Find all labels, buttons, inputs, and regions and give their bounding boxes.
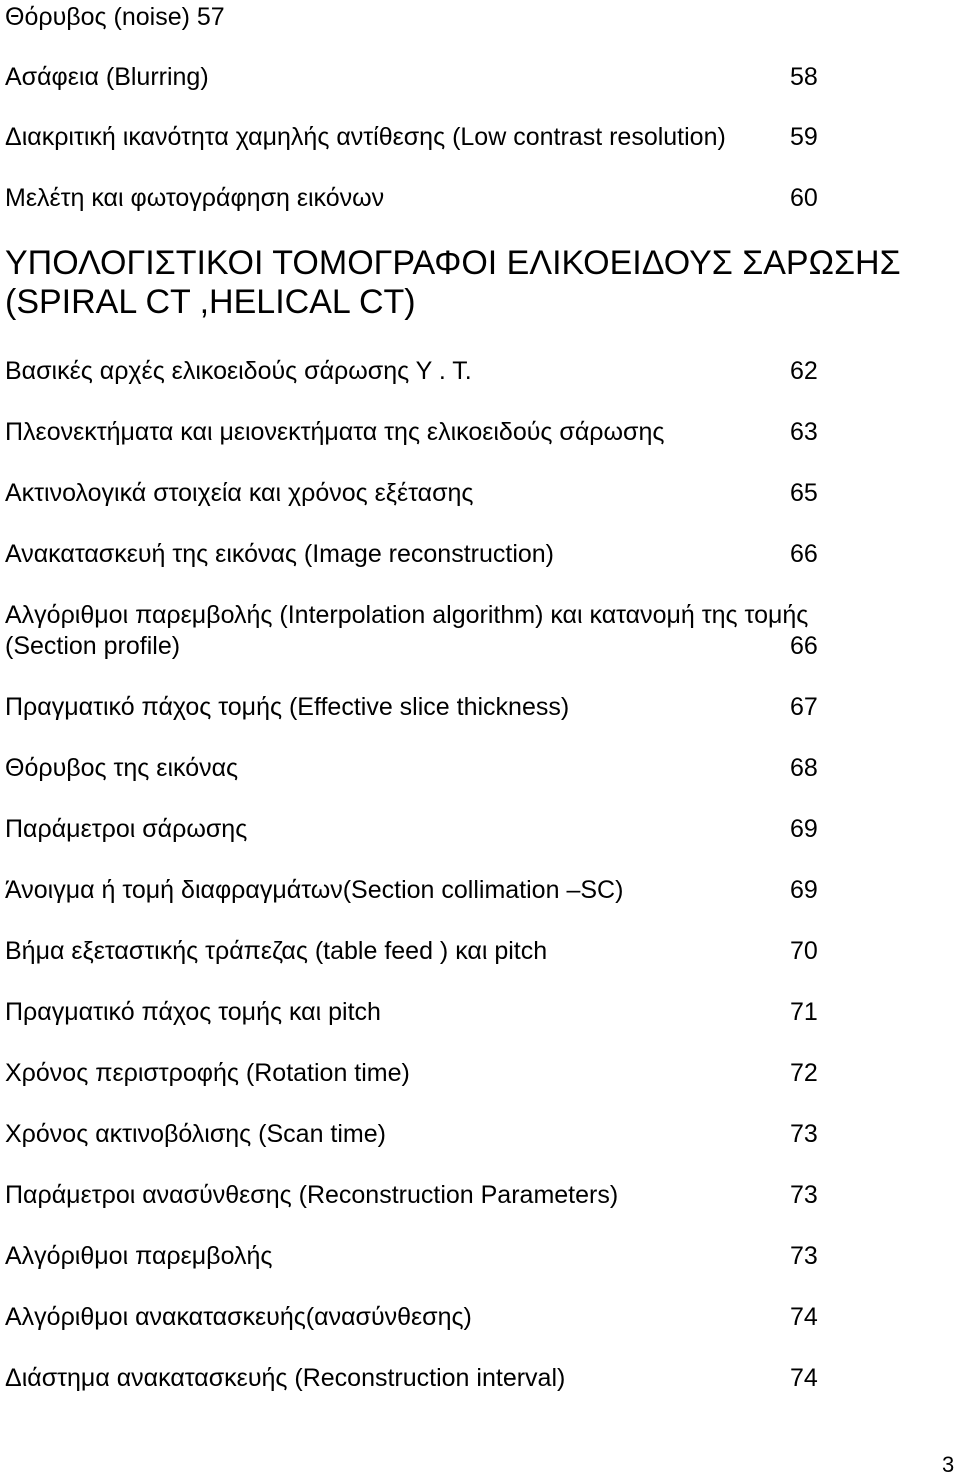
toc-entry-title: Χρόνος ακτινοβόλισης (Scan time) <box>5 1120 386 1148</box>
toc-entry-title: Χρόνος περιστροφής (Rotation time) <box>5 1059 410 1087</box>
toc-entry-title: Ακτινολογικά στοιχεία και χρόνος εξέτασης <box>5 479 474 507</box>
toc-entry-title: Πλεονεκτήματα και μειονεκτήματα της ελικοειδούς σάρωσης <box>5 418 665 446</box>
toc-entry-page: 63 <box>790 418 818 446</box>
toc-entry-title: Πραγματικό πάχος τομής και pitch <box>5 998 381 1026</box>
toc-entry-title: Ανακατασκευή της εικόνας (Image reconstruction) <box>5 540 555 568</box>
section-heading-line2: (SPIRAL CT ,HELICAL CT) <box>5 283 416 321</box>
toc-entry-title: Μελέτη και φωτογράφηση εικόνων <box>5 184 385 212</box>
toc-entry-title: Αλγόριθμοι παρεμβολής <box>5 1242 273 1270</box>
toc-entry-title: Αλγόριθμοι ανακατασκευής(ανασύνθεσης) <box>5 1303 472 1331</box>
toc-entry-title-continued: (Section profile) <box>5 632 181 660</box>
toc-entry-title: Ασάφεια (Blurring) <box>5 63 209 91</box>
toc-entry-page: 65 <box>790 479 818 507</box>
toc-entry-title: Παράμετροι σάρωσης <box>5 815 248 843</box>
toc-entry-page: 73 <box>790 1120 818 1148</box>
toc-entry-page: 62 <box>790 357 818 385</box>
section-heading-line1: ΥΠΟΛΟΓΙΣΤΙΚΟΙ ΤΟΜΟΓΡΑΦΟΙ ΕΛΙΚΟΕΙΔΟΥΣ ΣΑΡΩΣΗΣ <box>5 244 901 282</box>
toc-entry-page: 68 <box>790 754 818 782</box>
toc-entry-page: 66 <box>790 632 818 660</box>
toc-entry-title: Άνοιγμα ή τομή διαφραγμάτων(Section collimation –SC) <box>5 876 624 904</box>
toc-entry-title: Θόρυβος (noise) 57 <box>5 3 225 31</box>
toc-entry-title: Παράμετροι ανασύνθεσης (Reconstruction Parameters) <box>5 1181 619 1209</box>
toc-entry-page: 74 <box>790 1364 818 1392</box>
toc-entry-title: Πραγματικό πάχος τομής (Effective slice thickness) <box>5 693 570 721</box>
toc-entry-page: 70 <box>790 937 818 965</box>
toc-entry-page: 72 <box>790 1059 818 1087</box>
toc-entry-page: 58 <box>790 63 818 91</box>
toc-entry-page: 66 <box>790 540 818 568</box>
toc-entry-title: Θόρυβος της εικόνας <box>5 754 239 782</box>
toc-entry-page: 69 <box>790 815 818 843</box>
toc-entry-title: Διάστημα ανακατασκευής (Reconstruction interval) <box>5 1364 566 1392</box>
toc-entry-page: 73 <box>790 1181 818 1209</box>
toc-entry-page: 71 <box>790 998 818 1026</box>
toc-entry-page: 74 <box>790 1303 818 1331</box>
page-number: 3 <box>942 1452 955 1477</box>
toc-entry-page: 60 <box>790 184 818 212</box>
toc-entry-title: Βασικές αρχές ελικοειδούς σάρωσης Υ . Τ. <box>5 357 472 385</box>
toc-entry-page: 67 <box>790 693 818 721</box>
toc-entry-page: 59 <box>790 123 818 151</box>
toc-entry-title: Διακριτική ικανότητα χαμηλής αντίθεσης (Low contrast resolution) <box>5 123 726 151</box>
toc-entry-title: Βήμα εξεταστικής τράπεζας (table feed ) και pitch <box>5 937 548 965</box>
toc-entry-title: Αλγόριθμοι παρεμβολής (Interpolation algorithm) και κατανομή της τομής <box>5 601 809 629</box>
toc-entry-page: 69 <box>790 876 818 904</box>
toc-entry-page: 73 <box>790 1242 818 1270</box>
